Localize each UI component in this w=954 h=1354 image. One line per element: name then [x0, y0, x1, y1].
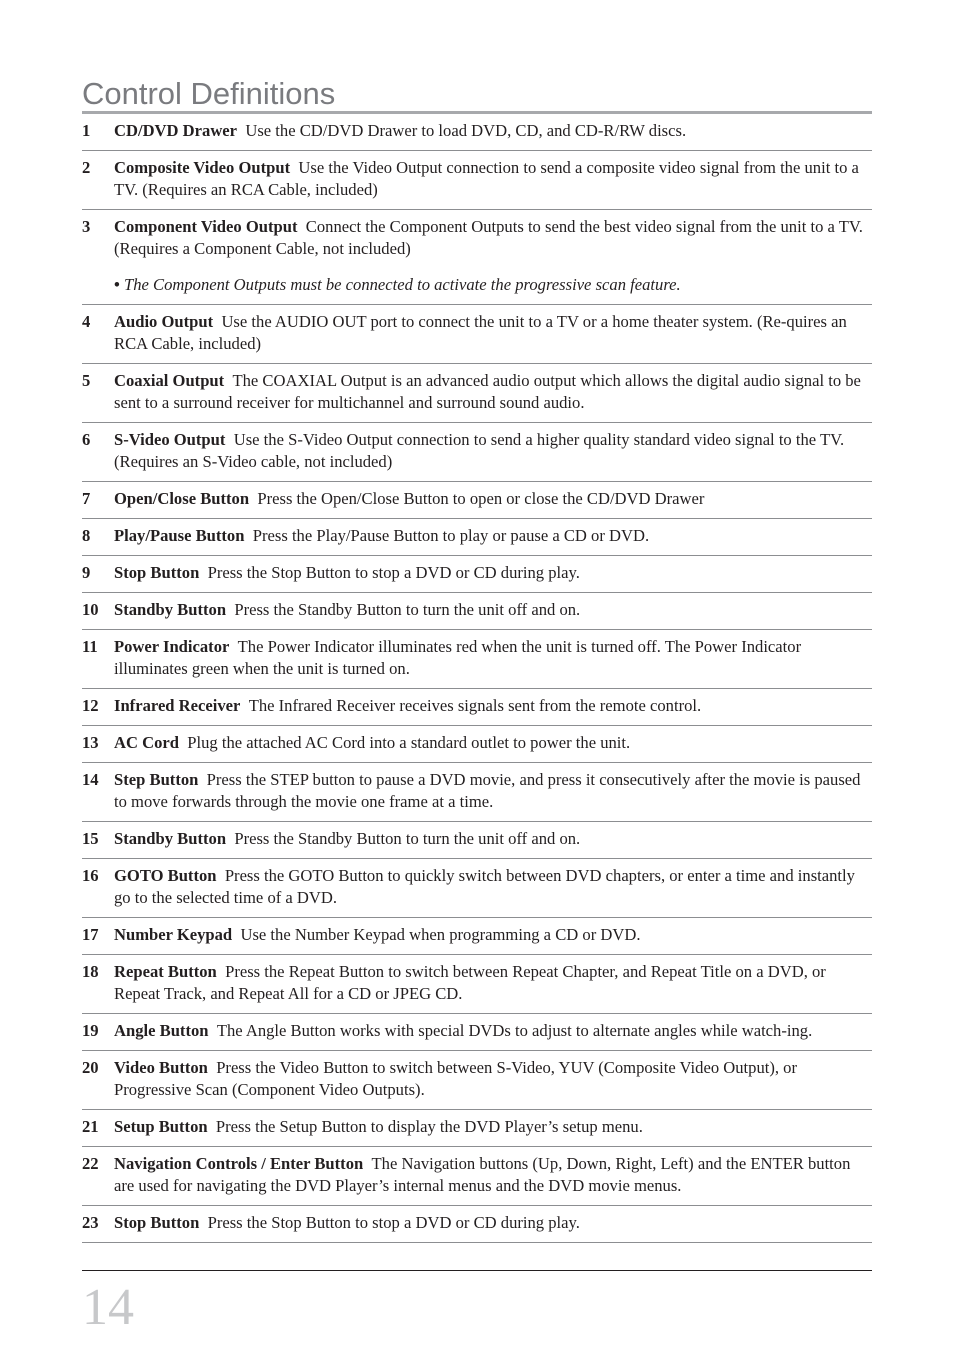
- definition-term: Number Keypad: [114, 925, 233, 944]
- definition-number: 11: [82, 637, 98, 656]
- definition-row: [82, 630, 872, 689]
- definition-term: CD/DVD Drawer: [114, 121, 238, 140]
- definition-number: 4: [82, 312, 91, 331]
- definition-term: GOTO Button: [114, 866, 217, 885]
- definition-row: [82, 918, 872, 955]
- definition-row: [82, 1147, 872, 1206]
- definition-body: [114, 732, 872, 754]
- definition-body: [114, 636, 872, 680]
- definition-number: 19: [82, 1021, 99, 1040]
- definition-description: Press the Video Button to switch between S-Video, YUV (Composite Video Output), or Progressive Scan (Component Video Outputs).: [114, 1058, 797, 1099]
- definition-row: [82, 151, 872, 210]
- definition-term: Audio Output: [114, 312, 214, 331]
- definition-number: 10: [82, 600, 99, 619]
- definition-number: 20: [82, 1058, 99, 1077]
- definition-description: The Power Indicator illuminates red when the unit is turned off. The Power Indicator illuminates green when the unit is turned on.: [114, 637, 802, 678]
- definition-term: Power Indicator: [114, 637, 230, 656]
- definition-number: 15: [82, 829, 99, 848]
- definition-term: Composite Video Output: [114, 158, 291, 177]
- definition-number: 7: [82, 489, 91, 508]
- definition-description: Press the Repeat Button to switch between Repeat Chapter, and Repeat Title on a DVD, or Repeat Track, and Repeat All for a CD or JPEG CD.: [114, 962, 826, 1003]
- definition-description: Plug the attached AC Cord into a standard outlet to power the unit.: [187, 733, 631, 752]
- definition-number: 6: [82, 430, 91, 449]
- definition-number: 9: [82, 563, 91, 582]
- definition-description: Use the CD/DVD Drawer to load DVD, CD, and CD-R/RW discs.: [245, 121, 687, 140]
- definition-description: Press the Open/Close Button to open or close the CD/DVD Drawer: [257, 489, 705, 508]
- definition-row: [82, 593, 872, 630]
- definition-row: [82, 305, 872, 364]
- definition-row: [82, 1014, 872, 1051]
- definition-description: The COAXIAL Output is an advanced audio output which allows the digital audio signal to be sent to a surround receiver for multichannel and surround sound audio.: [114, 371, 861, 412]
- definition-number: 23: [82, 1213, 99, 1232]
- page-number: 14: [82, 1279, 134, 1336]
- definition-body: [114, 865, 872, 909]
- definition-term: Repeat Button: [114, 962, 217, 981]
- definition-number: 13: [82, 733, 99, 752]
- definition-term: Video Button: [114, 1058, 208, 1077]
- definition-description: Connect the Component Outputs to send the best video signal from the unit to a TV. (Requires a Component Cable, not included): [114, 217, 863, 258]
- definition-note: [114, 274, 872, 296]
- definition-term: Coaxial Output: [114, 371, 225, 390]
- definition-body: [114, 1020, 872, 1042]
- definition-row: [82, 364, 872, 423]
- definition-description: Press the GOTO Button to quickly switch between DVD chapters, or enter a time and instantly go to the selected time of a DVD.: [114, 866, 855, 907]
- definition-term: Stop Button: [114, 563, 200, 582]
- definition-number: 12: [82, 696, 99, 715]
- definition-row: [82, 822, 872, 859]
- definition-row: [82, 689, 872, 726]
- definition-number: 2: [82, 158, 91, 177]
- definition-row: [82, 519, 872, 556]
- definition-term: Setup Button: [114, 1117, 208, 1136]
- definition-number: 17: [82, 925, 99, 944]
- definition-description: Use the Number Keypad when programming a CD or DVD.: [240, 925, 641, 944]
- definition-description: Press the Play/Pause Button to play or pause a CD or DVD.: [252, 526, 650, 545]
- definition-description: Press the Stop Button to stop a DVD or CD during play.: [207, 1213, 580, 1232]
- bullet-icon: •: [114, 275, 124, 294]
- definition-number: 18: [82, 962, 99, 981]
- definition-term: Play/Pause Button: [114, 526, 245, 545]
- definition-description: The Infrared Receiver receives signals sent from the remote control.: [248, 696, 702, 715]
- definition-number: 3: [82, 217, 91, 236]
- definition-body: [114, 695, 872, 717]
- definition-body: [114, 828, 872, 850]
- definition-description: Press the Standby Button to turn the unit off and on.: [234, 600, 581, 619]
- definition-body: [114, 599, 872, 621]
- definition-body: [114, 1057, 872, 1101]
- definition-description: Use the AUDIO OUT port to connect the unit to a TV or a home theater system. (Re-quires an RCA Cable, included): [114, 312, 847, 353]
- definition-description: The Navigation buttons (Up, Down, Right, Left) and the ENTER button are used for navigating the DVD Player’s internal menus and the DVD movie menus.: [114, 1154, 851, 1195]
- definition-description: The Angle Button works with special DVDs to adjust to alternate angles while watch-ing.: [216, 1021, 813, 1040]
- definition-term: Angle Button: [114, 1021, 209, 1040]
- definition-description: Press the Stop Button to stop a DVD or CD during play.: [207, 563, 580, 582]
- definition-description: Press the Setup Button to display the DVD Player’s setup menu.: [215, 1117, 643, 1136]
- definition-row: [82, 726, 872, 763]
- definition-row: [82, 955, 872, 1014]
- definition-body: [114, 429, 872, 473]
- definition-term: Component Video Output: [114, 217, 298, 236]
- definition-number: 14: [82, 770, 99, 789]
- definition-row: [82, 423, 872, 482]
- definition-body: [114, 525, 872, 547]
- page-title: Control Definitions: [82, 76, 336, 111]
- definition-row: [82, 859, 872, 918]
- definition-row: [82, 1110, 872, 1147]
- definition-row: [82, 210, 872, 305]
- definition-term: S-Video Output: [114, 430, 226, 449]
- definition-body: [114, 120, 872, 142]
- definition-body: [114, 769, 872, 813]
- definition-body: [114, 488, 872, 510]
- definition-body: [114, 961, 872, 1005]
- definition-term: Open/Close Button: [114, 489, 250, 508]
- definition-description: Use the S-Video Output connection to send a higher quality standard video signal to the TV. (Requires an S-Video cable, not included): [114, 430, 845, 471]
- definition-row: [82, 114, 872, 151]
- definition-row: [82, 763, 872, 822]
- definition-body: [114, 924, 872, 946]
- definition-term: Standby Button: [114, 829, 227, 848]
- definition-term: Infrared Receiver: [114, 696, 241, 715]
- definition-description: Use the Video Output connection to send a composite video signal from the unit to a TV. (Requires an RCA Cable, included): [114, 158, 859, 199]
- definition-body: [114, 311, 872, 355]
- definition-row: [82, 556, 872, 593]
- definition-body: [114, 1116, 872, 1138]
- definition-note-text: The Component Outputs must be connected to activate the progressive scan feature.: [123, 275, 681, 294]
- definition-row: [82, 1206, 872, 1243]
- definition-body: [114, 1212, 872, 1234]
- definition-row: [82, 1051, 872, 1110]
- definition-body: [114, 562, 872, 584]
- definition-term: Navigation Controls / Enter Button: [114, 1154, 364, 1173]
- definition-body: [114, 216, 872, 296]
- definition-body: [114, 157, 872, 201]
- definition-number: 5: [82, 371, 91, 390]
- definition-term: Stop Button: [114, 1213, 200, 1232]
- definition-body: [114, 1153, 872, 1197]
- definition-number: 16: [82, 866, 99, 885]
- definition-number: 1: [82, 121, 91, 140]
- definition-description: Press the STEP button to pause a DVD movie, and press it consecutively after the movie is paused to move forwards through the movie one frame at a time.: [114, 770, 861, 811]
- definitions-list: [82, 114, 872, 1243]
- definition-number: 21: [82, 1117, 99, 1136]
- footer-rule: [82, 1270, 872, 1271]
- definition-row: [82, 482, 872, 519]
- definition-term: Standby Button: [114, 600, 227, 619]
- definition-description: Press the Standby Button to turn the unit off and on.: [234, 829, 581, 848]
- definition-body: [114, 370, 872, 414]
- definition-term: Step Button: [114, 770, 199, 789]
- definition-number: 8: [82, 526, 91, 545]
- definition-term: AC Cord: [114, 733, 179, 752]
- definition-number: 22: [82, 1154, 99, 1173]
